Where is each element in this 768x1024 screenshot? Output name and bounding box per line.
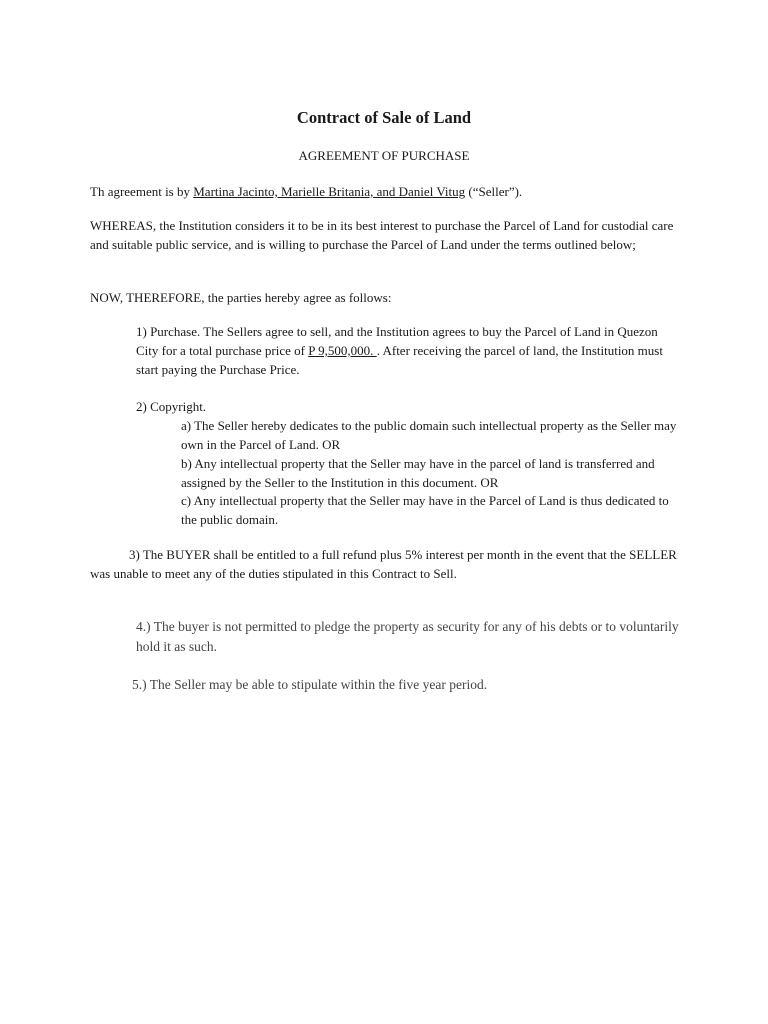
intro-paragraph [90,182,690,201]
clause-copyright-b: b) Any intellectual property that the Seller may have in the parcel of land is transferred and assigned by the Seller to the Institution in this document. OR [181,456,655,490]
clause-purchase [136,322,676,379]
document-subtitle: AGREEMENT OF PURCHASE [298,148,470,163]
clause-copyright-a: a) The Seller hereby dedicates to the public domain such intellectual property as the Seller may own in the Parcel of Land. OR [181,418,677,452]
whereas-paragraph: WHEREAS, the Institution considers it to be in its best interest to purchase the Parcel of Land for custodial care and suitable public service, and is willing to purchase the Parcel of Land under the terms outlined below; [90,218,674,252]
purchase-price: P 9,500,000. [308,343,377,358]
clause-stipulate: 5.) The Seller may be able to stipulate within the five year period. [132,677,488,692]
intro-prefix: Th agreement is by [90,184,194,199]
clause-pledge: 4.) The buyer is not permitted to pledge the property as security for any of his debts or to voluntarily hold it as such. [136,619,679,654]
intro-parties: Martina Jacinto, Marielle Britania, and Daniel Vitug [193,184,466,199]
clause-refund [90,545,690,583]
intro-suffix: (“Seller”). [465,184,523,199]
clause-refund-text: 3) The BUYER shall be entitled to a full refund plus 5% interest per month in the event that the SELLER was unable to meet any of the duties stipulated in this Contract to Sell. [90,547,677,581]
clause-copyright-c: c) Any intellectual property that the Seller may have in the Parcel of Land is thus dedicated to the public domain. [181,493,669,527]
clause-purchase-after: . After receiving the parcel of land, the Institution must start paying the Purchase Price. [136,343,663,377]
document-title: Contract of Sale of Land [296,108,472,127]
clause-purchase-before: 1) Purchase. The Sellers agree to sell, and the Institution agrees to buy the Parcel of Land in Quezon City for a total purchase price of [136,324,658,358]
now-therefore-paragraph: NOW, THEREFORE, the parties hereby agree as follows: [90,290,392,305]
clause-copyright-heading: 2) Copyright. [136,399,207,414]
